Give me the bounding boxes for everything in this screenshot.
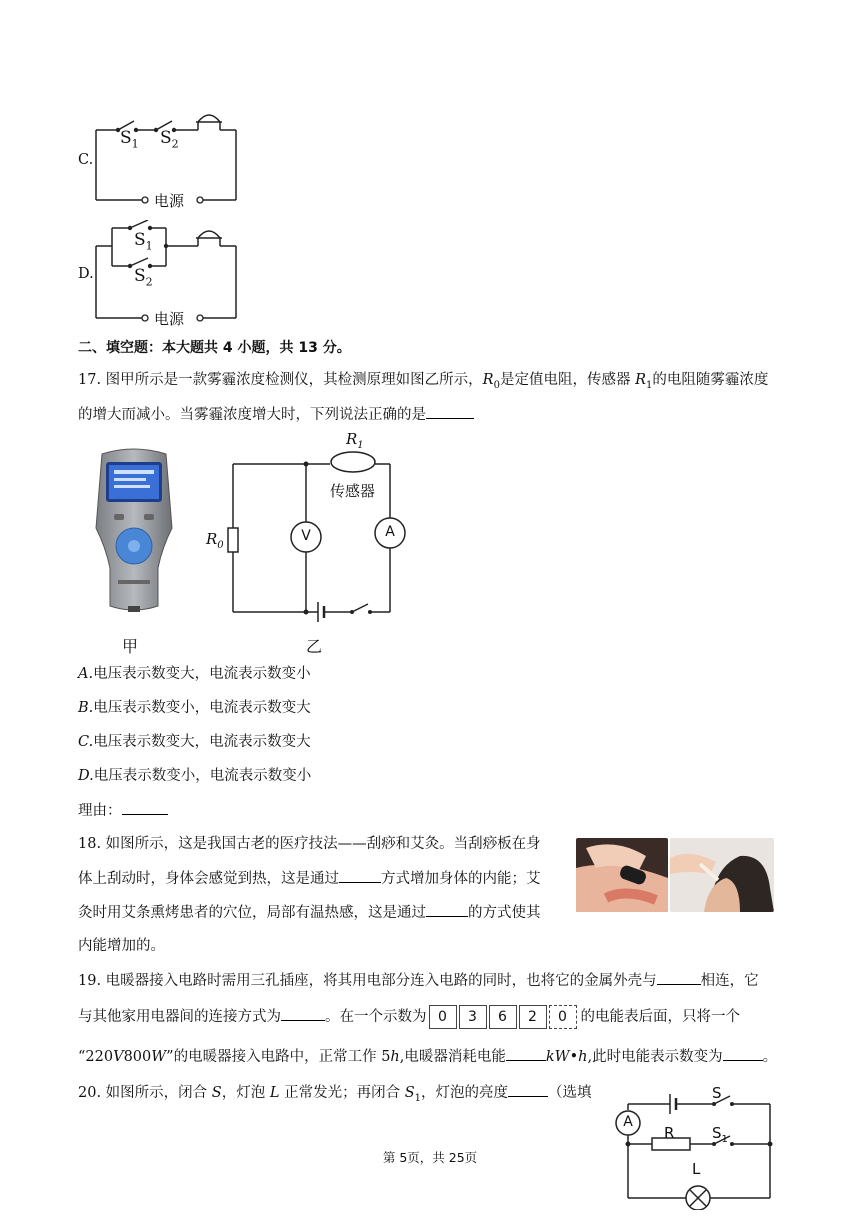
q20-circuit-ammeter: A bbox=[623, 1114, 633, 1130]
q19-blank-3[interactable] bbox=[506, 1046, 546, 1061]
q17-option-a[interactable]: A.电压表示数变大，电流表示数变小 bbox=[78, 666, 311, 682]
option-c-s2: $S_2$ bbox=[160, 128, 179, 151]
moxibustion-photo bbox=[670, 838, 774, 912]
q20-circuit-s: S bbox=[712, 1084, 722, 1102]
q18-blank-2[interactable] bbox=[426, 902, 468, 917]
q17-blank[interactable] bbox=[426, 404, 474, 419]
q19-line1: 19. 电暖器接入电路时需用三孔插座，将其用电部分连入电路的同时，也将它的金属外壳与 相连，它 bbox=[78, 970, 759, 991]
option-d-s2: $S_2$ bbox=[134, 266, 153, 289]
fig-jia-label: 甲 bbox=[122, 637, 139, 656]
fig-yi-label: 乙 bbox=[306, 637, 323, 656]
haze-detector-image bbox=[92, 448, 176, 616]
option-d-s1: $S_1$ bbox=[134, 230, 153, 253]
gua-sha-photo bbox=[576, 838, 668, 912]
energy-meter-display: 0 3 6 2 0 bbox=[429, 1005, 579, 1029]
q18-blank-1[interactable] bbox=[339, 868, 381, 883]
q17-circuit-r0: $R_0$ bbox=[206, 530, 224, 551]
q17-circuit-sensor: 传感器 bbox=[330, 482, 376, 500]
q17-option-d[interactable]: D.电压表示数变小，电流表示数变小 bbox=[78, 768, 312, 784]
q19-blank-1[interactable] bbox=[657, 970, 701, 985]
q20-circuit-l: L bbox=[692, 1160, 701, 1178]
option-c-power: 电源 bbox=[154, 192, 185, 210]
q17-circuit-voltmeter: V bbox=[301, 528, 311, 544]
q19-line3: “220V800W”的电暖器接入电路中，正常工作 5h,电暖器消耗电能 kW•h,此时电能表示数变为 。 bbox=[78, 1046, 777, 1067]
option-d-label: D. bbox=[78, 266, 94, 282]
q17-circuit-r1: $R_1$ bbox=[346, 430, 364, 451]
option-c-s1: $S_1$ bbox=[120, 128, 139, 151]
q18-line4: 内能增加的。 bbox=[78, 938, 165, 954]
q18-line2: 体上刮动时，身体会感觉到热，这是通过 方式增加身体的内能；艾 bbox=[78, 868, 541, 889]
q17-reason-blank[interactable] bbox=[122, 800, 168, 815]
q18-line1: 18. 如图所示，这是我国古老的医疗技法——刮痧和艾灸。当刮痧板在身 bbox=[78, 836, 541, 852]
q18-line3: 灸时用艾条熏烤患者的穴位，局部有温热感，这是通过 的方式使其 bbox=[78, 902, 541, 923]
q20-circuit-r: R bbox=[664, 1124, 675, 1142]
page-footer: 第 5页，共 25页 bbox=[382, 1150, 478, 1165]
q19-line2: 与其他家用电器间的连接方式为 。在一个示数为 0 3 6 2 0 的电能表后面，只将一个 bbox=[78, 1004, 740, 1030]
q17-option-b[interactable]: B.电压表示数变小，电流表示数变大 bbox=[78, 700, 311, 716]
section-heading: 二、填空题：本大题共 4 小题，共 13 分。 bbox=[78, 340, 351, 356]
q17-circuit-ammeter: A bbox=[385, 524, 395, 540]
q19-blank-2[interactable] bbox=[281, 1006, 325, 1021]
q17-line2: 的增大而减小。当雾霾浓度增大时，下列说法正确的是 bbox=[78, 404, 474, 425]
q19-blank-4[interactable] bbox=[723, 1046, 763, 1061]
q20-line1: 20. 如图所示，闭合 S，灯泡 L 正常发光；再闭合 $S_1$，灯泡的亮度 （选填 bbox=[78, 1082, 592, 1109]
q17-line1: 17. 图甲所示是一款雾霾浓度检测仪，其检测原理如图乙所示，$R_0$是定值电阻，传感器 $R_1$的电阻随雾霾浓度 bbox=[78, 372, 769, 391]
option-c-label: C. bbox=[78, 152, 94, 168]
q20-blank[interactable] bbox=[508, 1082, 548, 1097]
q17-option-c[interactable]: C.电压表示数变大，电流表示数变大 bbox=[78, 734, 311, 750]
option-d-power: 电源 bbox=[154, 310, 185, 328]
q20-circuit-s1: $S_1$ bbox=[712, 1124, 728, 1145]
q17-reason: 理由： bbox=[78, 800, 168, 821]
